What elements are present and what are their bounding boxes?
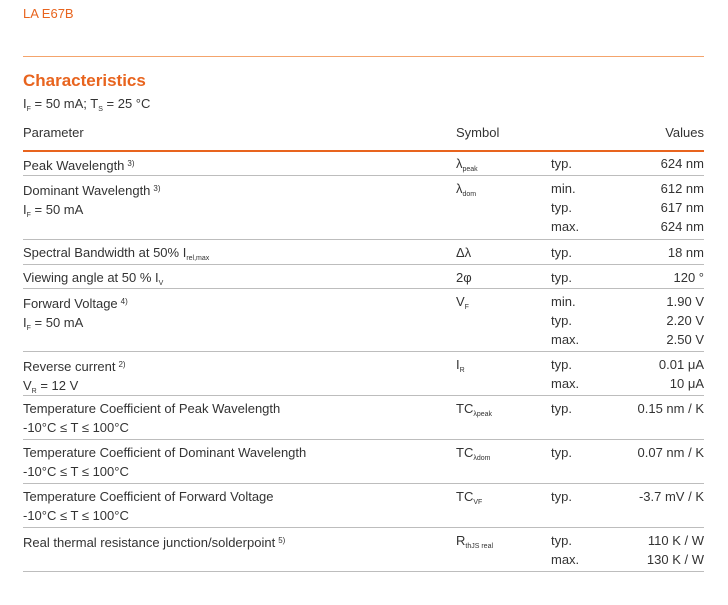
parameter-text: Temperature Coefficient of Dominant Wavelength	[23, 445, 307, 460]
parameter-name	[23, 292, 128, 313]
table-row	[23, 289, 704, 352]
symbol-sub: peak	[462, 166, 478, 173]
test-conditions	[23, 96, 150, 113]
parameter-cell	[23, 399, 280, 437]
value-kind: max.	[551, 219, 580, 234]
footnote-ref: 3)	[153, 184, 161, 193]
table-row	[23, 352, 704, 396]
symbol-sub: F	[464, 304, 469, 311]
value-cell: 2.20 V	[666, 313, 704, 328]
value-cell: 10 μA	[669, 376, 704, 391]
parameter-cell	[23, 487, 274, 525]
cond-text: = 50 mA; T	[30, 96, 99, 111]
value-kind: min.	[551, 294, 576, 309]
symbol-cell	[456, 399, 492, 424]
value-cell: 612 nm	[660, 181, 704, 196]
parameter-cell	[23, 292, 128, 338]
parameter-text: Temperature Coefficient of Peak Wavelength	[23, 401, 281, 416]
value-cell: 0.01 μA	[658, 357, 704, 372]
symbol-sub: λpeak	[473, 411, 493, 418]
symbol-cell	[456, 355, 465, 380]
symbol-sub: VF	[473, 499, 483, 506]
parameter-cell	[23, 531, 285, 552]
parameter-cell	[23, 443, 306, 481]
column-header-symbol: Symbol	[456, 125, 500, 140]
symbol-cell	[456, 243, 471, 262]
condition-text: V	[23, 378, 32, 393]
parameter-condition	[23, 200, 161, 225]
table-row	[23, 528, 704, 572]
value-cell: 2.50 V	[666, 332, 704, 347]
parameter-name	[23, 443, 306, 462]
value-kind: typ.	[551, 313, 572, 328]
table-row	[23, 396, 704, 440]
symbol-sub: thJS real	[465, 543, 494, 550]
symbol-cell	[456, 487, 482, 512]
value-cell: 18 nm	[667, 245, 704, 260]
condition-text: I	[23, 202, 27, 217]
column-header-values: Values	[665, 125, 704, 140]
value-cell: 120 °	[673, 270, 704, 285]
parameter-cell	[23, 154, 135, 175]
symbol-cell	[456, 179, 476, 204]
parameter-name	[23, 531, 285, 552]
symbol-text: 2φ	[456, 270, 472, 285]
value-cell: 0.07 nm / K	[637, 445, 704, 460]
symbol-text: λ	[456, 156, 463, 171]
symbol-text: R	[456, 533, 466, 548]
condition-text: = 12 V	[36, 378, 79, 393]
parameter-cell	[23, 179, 161, 225]
cond-text: = 25 °C	[102, 96, 151, 111]
symbol-sub: dom	[462, 191, 477, 198]
value-cell: 617 nm	[660, 200, 704, 215]
parameter-name	[23, 179, 161, 200]
cond-text: I	[23, 96, 27, 111]
value-kind: typ.	[551, 401, 572, 416]
value-kind: typ.	[551, 270, 572, 285]
parameter-sub: V	[158, 280, 164, 287]
parameter-name	[23, 355, 126, 376]
symbol-cell	[456, 292, 469, 317]
value-kind: typ.	[551, 200, 572, 215]
value-kind: max.	[551, 552, 580, 567]
symbol-cell	[456, 268, 472, 287]
footnote-ref: 5)	[278, 536, 286, 545]
value-kind: min.	[551, 181, 576, 196]
value-kind: typ.	[551, 156, 572, 171]
parameter-condition: -10°C ≤ T ≤ 100°C	[23, 464, 129, 479]
parameter-text: Viewing angle at 50 % I	[23, 270, 159, 285]
table-row	[23, 240, 704, 265]
value-kind: typ.	[551, 445, 572, 460]
symbol-text: TC	[456, 401, 474, 416]
document-id: LA E67B	[23, 6, 74, 21]
value-cell: 624 nm	[660, 219, 704, 234]
header-divider	[23, 56, 704, 57]
symbol-text: I	[456, 357, 460, 372]
parameter-condition: -10°C ≤ T ≤ 100°C	[23, 420, 129, 435]
parameter-name	[23, 154, 135, 175]
footnote-ref: 2)	[118, 360, 126, 369]
cond-sub: S	[98, 106, 103, 113]
table-row	[23, 151, 704, 176]
value-kind: typ.	[551, 533, 572, 548]
symbol-text: Δλ	[456, 245, 472, 260]
condition-sub: F	[26, 325, 31, 332]
column-header-parameter: Parameter	[23, 125, 84, 140]
symbol-sub: λdom	[473, 455, 491, 462]
condition-text: = 50 mA	[30, 202, 84, 217]
value-kind: typ.	[551, 357, 572, 372]
section-title: Characteristics	[23, 71, 146, 90]
footnote-ref: 4)	[120, 297, 128, 306]
parameter-text: Real thermal resistance junction/solderpoint	[23, 535, 276, 550]
table-row	[23, 265, 704, 289]
value-cell: 0.15 nm / K	[637, 401, 704, 416]
condition-sub: R	[31, 388, 37, 395]
footnote-ref: 3)	[127, 159, 135, 168]
value-cell: 624 nm	[660, 156, 704, 171]
parameter-text: Peak Wavelength	[23, 158, 125, 173]
value-cell: -3.7 mV / K	[638, 489, 704, 504]
parameter-text: Spectral Bandwidth at 50% I	[23, 245, 187, 260]
parameter-condition	[23, 313, 128, 338]
parameter-text: Reverse current	[23, 359, 116, 374]
condition-text: = 50 mA	[30, 315, 84, 330]
table-row	[23, 484, 704, 528]
value-kind: typ.	[551, 245, 572, 260]
symbol-text: TC	[456, 445, 474, 460]
symbol-text: λ	[456, 181, 463, 196]
parameter-name	[23, 487, 274, 506]
symbol-sub: R	[459, 367, 465, 374]
value-kind: max.	[551, 376, 580, 391]
parameter-text: Forward Voltage	[23, 296, 118, 311]
cond-sub: F	[26, 106, 31, 113]
row-divider	[23, 571, 704, 572]
value-kind: typ.	[551, 489, 572, 504]
value-cell: 1.90 V	[666, 294, 704, 309]
symbol-cell	[456, 443, 490, 468]
parameter-condition: -10°C ≤ T ≤ 100°C	[23, 508, 129, 523]
parameter-sub: rel,max	[186, 255, 210, 262]
table-row	[23, 440, 704, 484]
parameter-text: Temperature Coefficient of Forward Voltage	[23, 489, 274, 504]
parameter-text: Dominant Wavelength	[23, 183, 151, 198]
symbol-cell	[456, 531, 493, 556]
condition-sub: F	[26, 212, 31, 219]
value-kind: max.	[551, 332, 580, 347]
condition-text: I	[23, 315, 27, 330]
symbol-text: V	[456, 294, 465, 309]
value-cell: 110 K / W	[647, 533, 704, 548]
symbol-text: TC	[456, 489, 474, 504]
table-row	[23, 176, 704, 240]
value-cell: 130 K / W	[646, 552, 704, 567]
parameter-name	[23, 399, 280, 418]
